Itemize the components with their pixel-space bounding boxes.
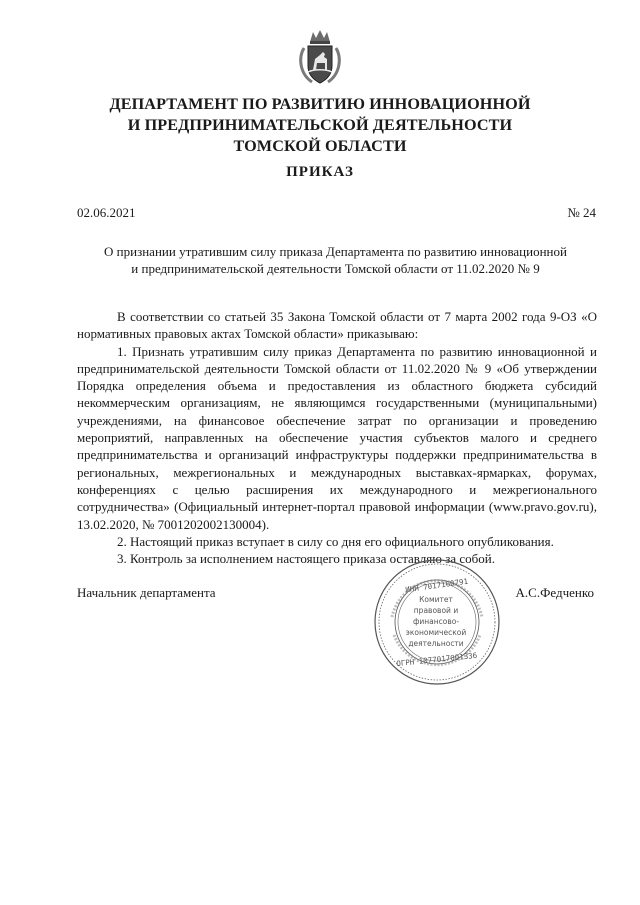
stamp-line-1: Комитет: [419, 595, 453, 604]
stamp-line-4: экономической: [405, 628, 467, 637]
stamp-line-3: финансово-: [412, 617, 460, 626]
subject-line-1: О признании утратившим силу приказа Департамента по развитию инновационной: [104, 244, 567, 259]
official-stamp: [372, 557, 502, 687]
signer-position: Начальник департамента: [77, 585, 216, 600]
tomsk-coat-of-arms-icon: [296, 28, 344, 86]
subject-line-2: и предпринимательской деятельности Томской области от 11.02.2020 № 9: [131, 261, 540, 276]
department-name: [0, 94, 640, 157]
order-body: [77, 308, 597, 567]
signer-name: А.С.Федченко: [515, 585, 594, 600]
department-line-1: ДЕПАРТАМЕНТ ПО РАЗВИТИЮ ИННОВАЦИОННОЙ: [109, 95, 531, 113]
order-subject: [78, 243, 593, 277]
order-number: № 24: [567, 205, 596, 220]
order-date: 02.06.2021: [77, 205, 136, 220]
department-line-3: ТОМСКОЙ ОБЛАСТИ: [233, 137, 407, 155]
stamp-inn: ИНН 7017160791: [404, 576, 469, 595]
order-item-3: 3. Контроль за исполнением настоящего приказа оставляю за собой.: [117, 551, 495, 567]
order-item-1: 1. Признать утратившим силу приказ Департамента по развитию инновационной и предпринимательской деятельности Томской области от 11.02.2020 № 9 «Об утверждении Порядка определения объема и предоставления из областного бюджета субсидий некоммерческим организациям, не являющимся государственными (муниципальными) учреждениями, на финансовое обеспечение затрат по организации и проведению мероприятий, направленных на обеспечение участия субъектов малого и среднего предпринимательства и организаций инфраструктуры поддержки предпринимательства в региональных, межрегиональных и международных выставках-ярмарках, форумах, конференциях с целью расширения их международного и межрегионального сотрудничества» (Официальный интернет-портал правовой информации (www.pravo.gov.ru), 13.02.2020, № 7001202002130004).: [77, 343, 597, 532]
department-line-2: И ПРЕДПРИНИМАТЕЛЬСКОЙ ДЕЯТЕЛЬНОСТИ: [127, 116, 513, 134]
stamp-ogrn: ОГРН 1077017001336: [395, 650, 478, 669]
document-type-title: ПРИКАЗ: [286, 164, 354, 180]
preamble-paragraph: В соответствии со статьей 35 Закона Томской области от 7 марта 2002 года 9-ОЗ «О нормативных правовых актах Томской области» приказываю:: [77, 309, 597, 342]
stamp-line-2: правовой и: [413, 606, 459, 615]
order-item-2: 2. Настоящий приказ вступает в силу со дня его официального опубликования.: [117, 533, 554, 549]
stamp-line-5: деятельности: [408, 639, 464, 648]
